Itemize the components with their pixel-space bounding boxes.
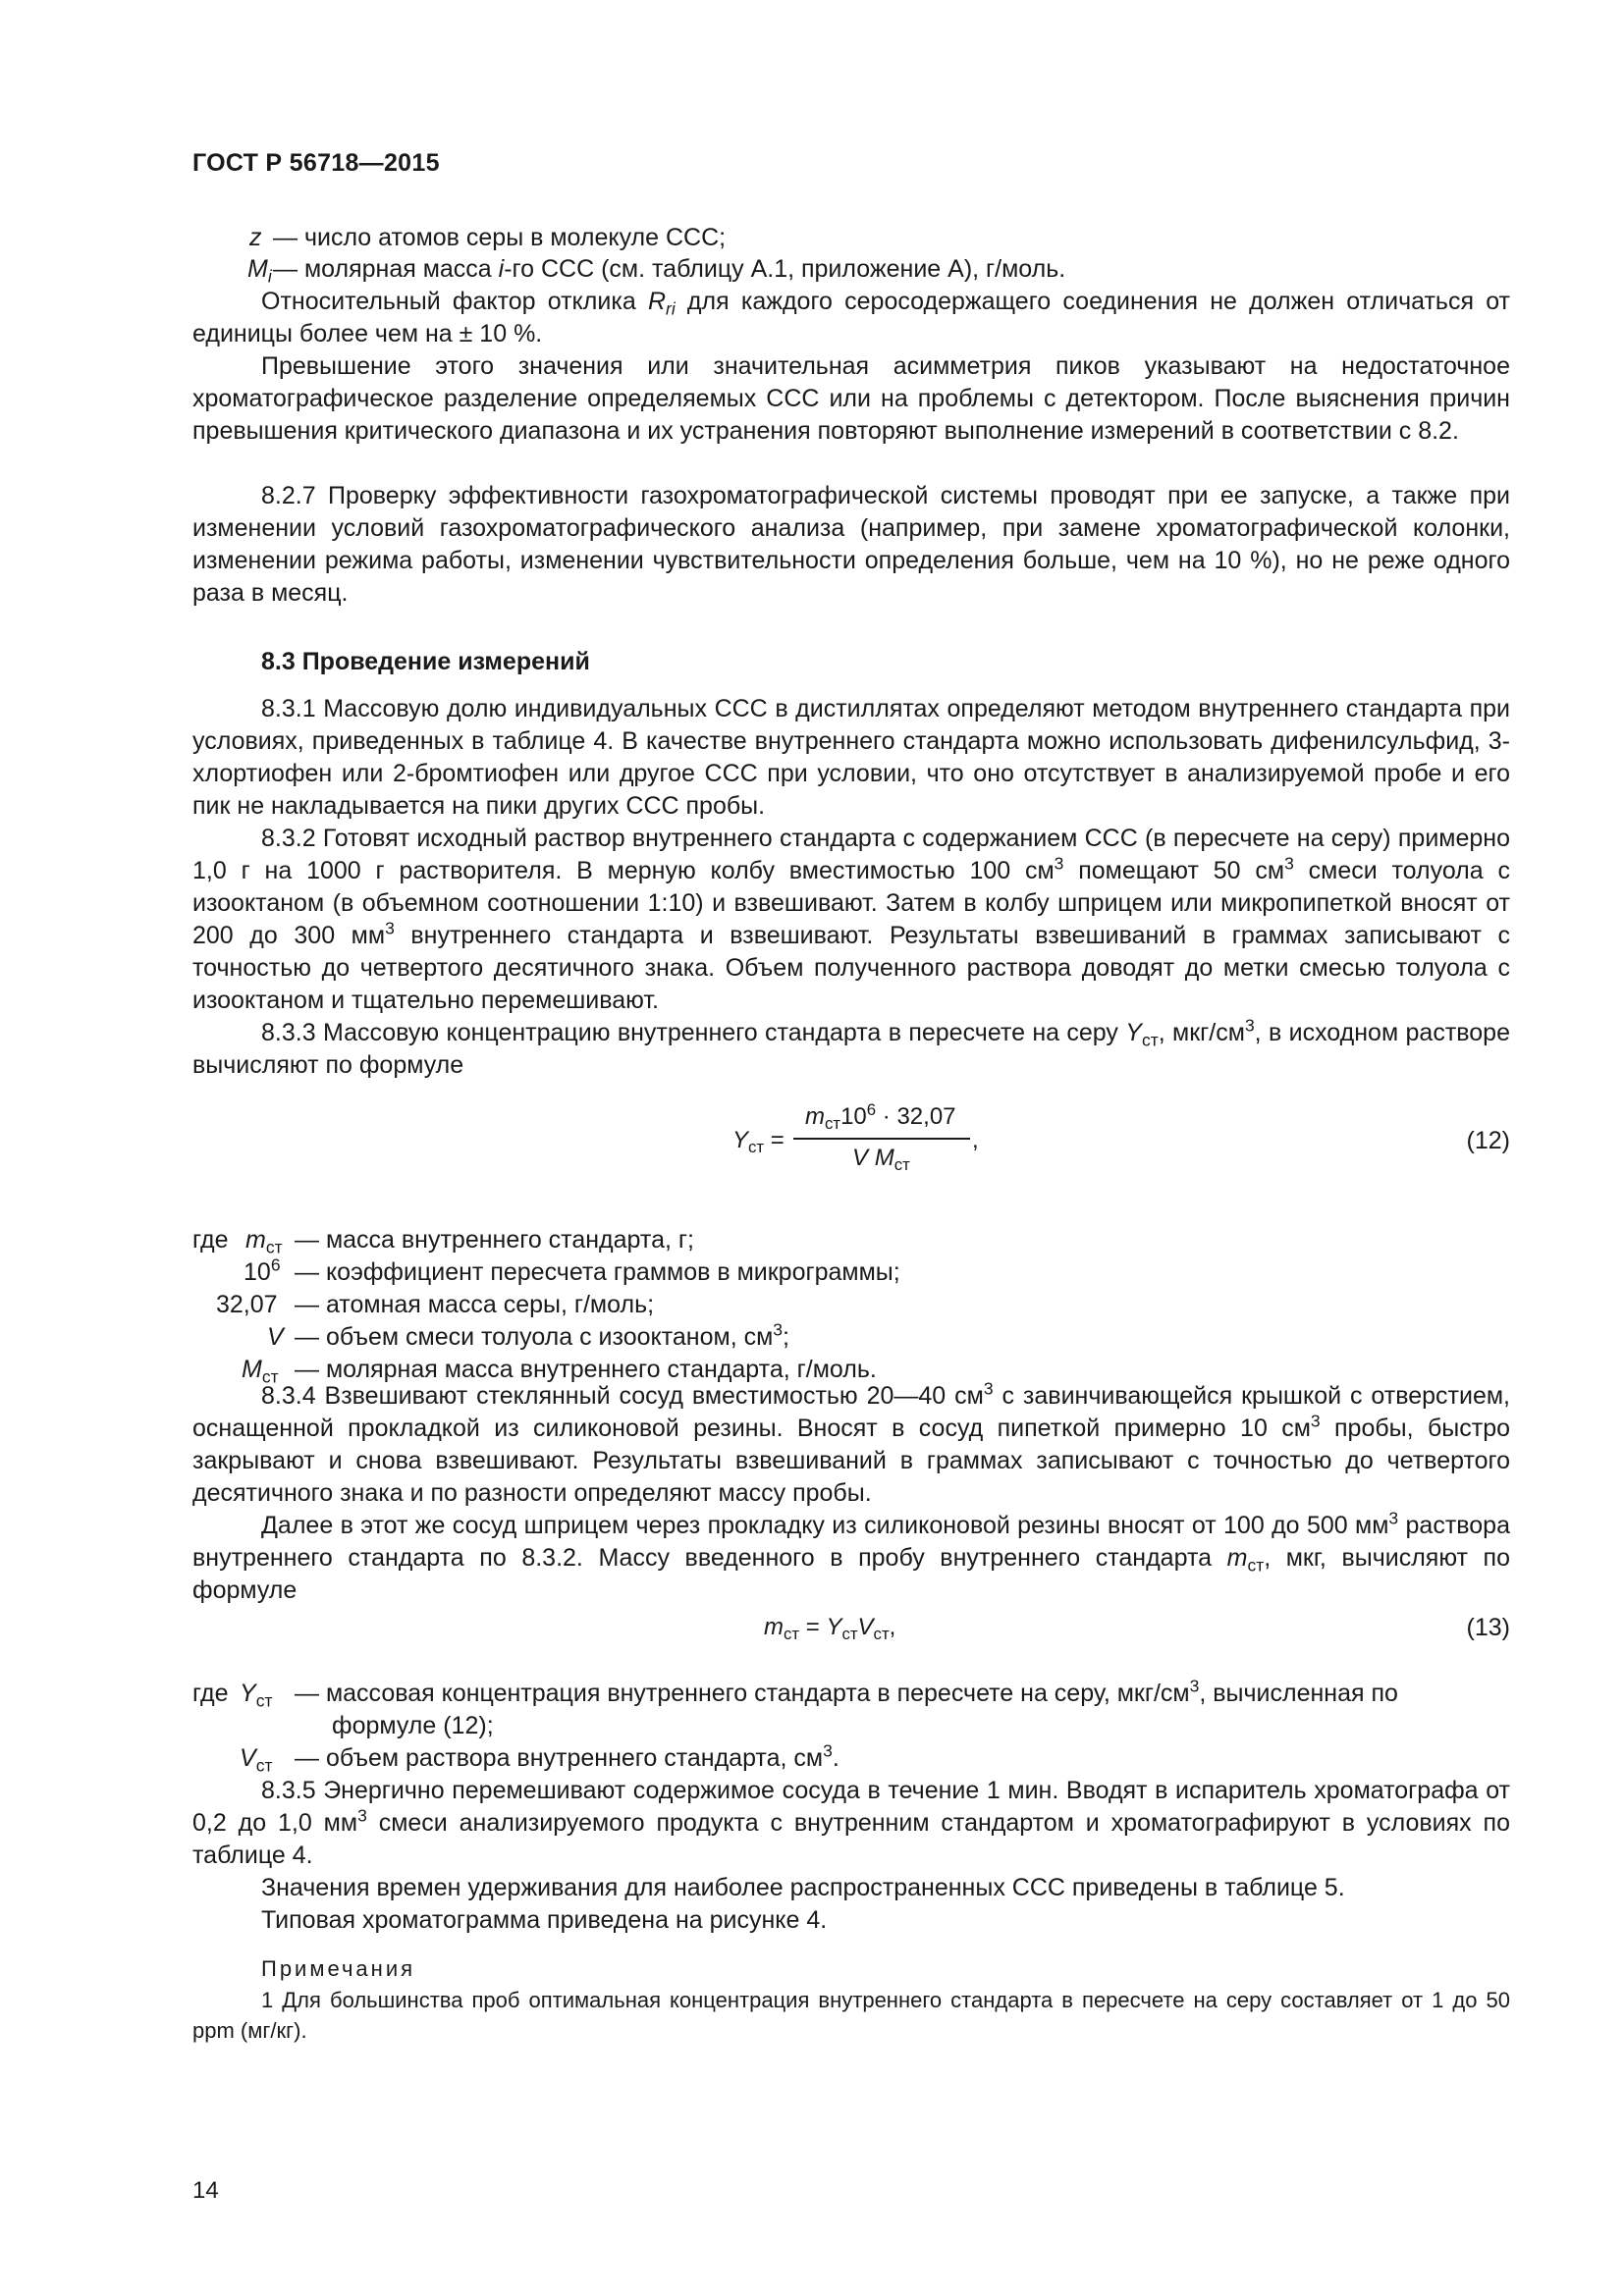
paragraph-8-3-1: 8.3.1 Массовую долю индивидуальных ССС в дистиллятах определяют методом внутреннего стандарта при условиях, приведенных в таблице 4. В качестве внутреннего стандарта можно использовать дифенилсульфид, 3-хлортиофен или 2-бромтиофен или другое ССС при условии, что оно отсутствует в анализируемой пробе и его пик не накладывается на пики других ССС пробы. <box>192 695 1510 820</box>
notes-title: Примечания <box>261 1956 416 1981</box>
paragraph-further: Далее в этот же сосуд шприцем через прокладку из силиконовой резины вносят от 100 до 500 $мм^3$ раствора внутреннего стандарта по 8.3.2. Массу введенного в пробу внутреннего стандарта $m_{ст}$, мкг, вычисляют по формуле <box>192 1508 1510 1604</box>
paragraph-8-3-2: 8.3.2 Готовят исходный раствор внутреннего стандарта с содержанием ССС (в пересчете на серу) примерно 1,0 г на 1000 г растворителя. В мерную колбу вместимостью 100 $см^3$ помещают 50 $см^3$ смеси толуола с изооктаном (в объемном соотношении 1:10) и взвешивают. Затем в колбу шприцем или микропипеткой вносят от 200 до 300 $мм^3$ внутреннего стандарта и взвешивают. Результаты взвешиваний в граммах записывают с точностью до четвертого десятичного знака. Объем полученного раствора доводят до метки смесью толуола с изооктаном и тщательно перемешивают. <box>192 825 1510 1014</box>
paragraph-8-2-7: 8.2.7 Проверку эффективности газохроматографической системы проводят при ее запуске, а также при изменении условий газохроматографического анализа (например, при замене хроматографической колонки, изменении режима работы, изменении чувствительности определения больше, чем на 10 %), но не реже одного раза в месяц. <box>192 482 1510 607</box>
formula-number: (12) <box>1466 1127 1510 1154</box>
formula-denominator: V $M_{ст}$ <box>852 1145 910 1175</box>
paragraph-8-3-4: 8.3.4 Взвешивают стеклянный сосуд вместимостью 20—40 $см^3$ с завинчивающейся крышкой с отверстием, оснащенной прокладкой из силиконовой резины. Вносят в сосуд пипеткой примерно 10 $см^3$ пробы, быстро закрывают и снова взвешивают. Результаты взвешиваний в граммах записывают с точностью до четвертого десятичного знака и по разности определяют массу пробы. <box>192 1378 1511 1507</box>
paragraph-exceed: Превышение этого значения или значительная асимметрия пиков указывают на недостаточное хроматографическое разделение определяемых ССС или на проблемы с детектором. После выяснения причин превышения критического диапазона и их устранения повторяют выполнение измерений в соответствии с 8.2. <box>192 352 1510 445</box>
document-page: ГОСТ Р 56718—2015 z — число атомов серы в молекуле ССС; $M_i$ — молярная масса i-го ССС (см. таблицу А.1, приложение А), г/моль. Относительный фактор отклика $R_{ri}$ для каждого серосодержащего соединения не должен отличаться от единицы более чем на ± 10 %. Превышение этого значения или значительная асимметрия пиков указывают на недостаточное хроматографическое разделение определяемых ССС или на проблемы с детектором. После выяснения причин превышения критического диапазона и их устранения повторяют выполнение измерений в соответствии с 8.2. 8.2.7 Проверку эффективности газохроматографической системы проводят при ее запуске, а также при изменении условий газохроматографического анализа (например, при замене хроматографической колонки, изменении режима работы, изменении чувствительности определения больше, чем на 10 %), но не реже одного раза в месяц. 8.3 Проведение измерений 8.3.1 Массовую долю индивидуальных ССС в дистиллятах определяют методом внутреннего стандарта при условиях, приведенных в таблице 4. В качестве внутреннего стандарта можно использовать дифенилсульфид, 3-хлортиофен или 2-бромтиофен или другое ССС при условии, что оно отсутствует в анализируемой пробе и его пик не накладывается на пики других ССС пробы. 8.3.2 Готовят исходный раствор внутреннего стандарта с содержанием ССС (в пересчете на серу) примерно 1,0 г на 1000 г растворителя. В мерную колбу вместимостью 100 $см^3$ помещают 50 $см^3$ смеси толуола с изооктаном (в объемном соотношении 1:10) и взвешивают. Затем в колбу шприцем или микропипеткой вносят от 200 до 300 $мм^3$ внутреннего стандарта и взвешивают. Результаты взвешиваний в граммах записывают с точностью до четвертого десятичного знака. Объем полученного раствора доводят до метки смесью толуола с изооктаном и тщательно перемешивают. 8.3.3 Массовую концентрацию внутреннего стандарта в пересчете на серу $Y_{ст}$, мкг/$см^3$, в исходном растворе вычисляют по формуле $Y_{ст}$ = $m_{ст}10^6 \cdot 32,07$ V $M_{ст}$ , (12) где $m_{ст}$ — масса внутреннего стандарта, г; $10^6$ — коэффициент пересчета граммов в микрограммы; 32,07 — атомная масса серы, г/моль; V — объем смеси толуола с изооктаном, $см^3$; $M_{ст}$ — молярная масса внутреннего стандарта, г/моль. 8.3.4 Взвешивают стеклянный сосуд вместимостью 20—40 $см^3$ с завинчивающейся крышкой с отверстием, оснащенной прокладкой из силиконовой резины. Вносят в сосуд пипеткой примерно 10 $см^3$ пробы, быстро закрывают и снова взвешивают. Результаты взвешиваний в граммах записывают с точностью до четвертого десятичного знака и по разности определяют массу пробы. Далее в этот же сосуд шприцем через прокладку из силиконовой резины вносят от 100 до 500 $мм^3$ раствора внутреннего стандарта по 8.3.2. Массу введенного в пробу внутреннего стандарта $m_{ст}$, мкг, вычисляют по формуле $m_{ст} = Y_{ст}V_{ст}$, (13) где $Y_{ст}$ — массовая концентрация внутреннего стандарта в пересчете на серу, мкг/$см^3$, вычисленная по формуле (12); $V_{ст}$ — объем раствора внутреннего стандарта, $см^3$. 8.3.5 Энергично перемешивают содержимое сосуда в течение 1 мин. Вводят в испаритель хроматографа от 0,2 до 1,0 $мм^3$ смеси анализируемого продукта с внутренним стандартом и хроматографируют в условиях по таблице 4. Значения времен удерживания для наиболее распространенных ССС приведены в таблице 5. Типовая хроматограмма приведена на рисунке 4. Примечания 1 Для большинства проб оптимальная концентрация внутреннего стандарта в пересчете на серу составляет от 1 до 50 ppm (мг/кг). 14 <box>192 149 1511 2204</box>
section-heading-8-3: 8.3 Проведение измерений <box>261 648 590 675</box>
where-label: где <box>192 1680 229 1707</box>
page-number: 14 <box>192 2177 219 2204</box>
definition-yst-cont: формуле (12); <box>332 1712 494 1739</box>
paragraph-8-3-3: 8.3.3 Массовую концентрацию внутреннего стандарта в пересчете на серу $Y_{ст}$, мкг/$см^3$, в исходном растворе вычисляют по формуле <box>192 1015 1510 1079</box>
note-1: 1 Для большинства проб оптимальная концентрация внутреннего стандарта в пересчете на серу составляет от 1 до 50 ppm (мг/кг). <box>192 1988 1510 2043</box>
definition-text: число атомов серы в молекуле ССС; <box>303 224 727 251</box>
symbol: M <box>247 255 268 283</box>
paragraph-rri: Относительный фактор отклика $R_{ri}$ для каждого серосодержащего соединения не должен отличаться от единицы более чем на ± 10 %. <box>192 288 1510 347</box>
formula-lhs: $Y_{ст}$ = <box>732 1127 785 1157</box>
where-label: где <box>192 1226 229 1254</box>
paragraph-figure: Типовая хроматограмма приведена на рисунке 4. <box>261 1906 828 1934</box>
formula-number: (13) <box>1466 1614 1510 1641</box>
paragraph-retention: Значения времен удерживания для наиболее распространенных ССС приведены в таблице 5. <box>261 1874 1345 1901</box>
symbol: z <box>249 224 262 251</box>
document-header: ГОСТ Р 56718—2015 <box>192 149 440 177</box>
formula-numerator: $m_{ст}10^6 \cdot 32,07$ <box>805 1099 956 1134</box>
paragraph-8-3-5: 8.3.5 Энергично перемешивают содержимое сосуда в течение 1 мин. Вводят в испаритель хроматографа от 0,2 до 1,0 $мм^3$ смеси анализируемого продукта с внутренним стандартом и хроматографируют в условиях по таблице 4. <box>192 1777 1510 1869</box>
formula-body: $m_{ст} = Y_{ст}V_{ст}$, <box>764 1614 896 1644</box>
fraction-bar <box>793 1138 970 1140</box>
